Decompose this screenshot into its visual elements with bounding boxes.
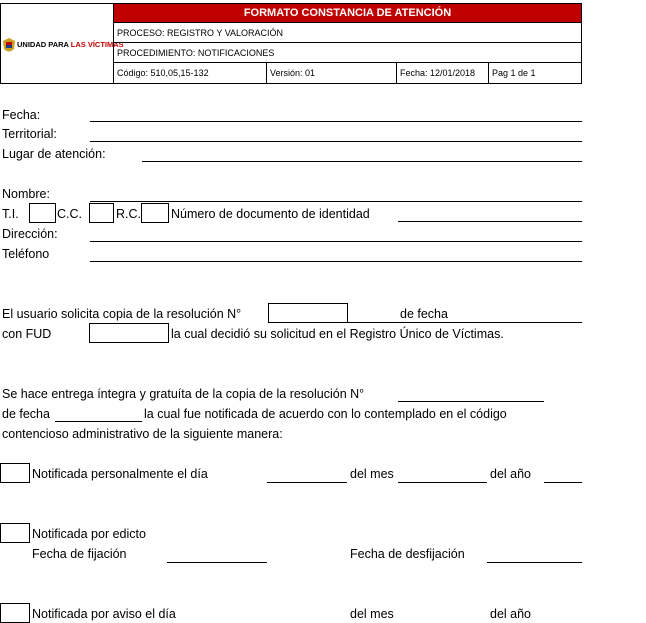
- nombre-label: Nombre:: [2, 187, 50, 201]
- ti-checkbox[interactable]: [29, 203, 56, 223]
- version-cell: Versión: 01: [267, 63, 397, 83]
- num-doc-label: Número de documento de identidad: [171, 207, 370, 221]
- territorial-label: Territorial:: [2, 127, 57, 141]
- procedimiento-row: PROCEDIMIENTO: NOTIFICACIONES: [114, 43, 581, 63]
- decidio-text: la cual decidió su solicitud en el Registro Único de Víctimas.: [171, 327, 504, 341]
- del-anio-label: del año: [490, 467, 532, 481]
- pagina-cell: Pag 1 de 1: [492, 68, 536, 78]
- personal-mes-field[interactable]: [398, 482, 487, 483]
- logo-text: UNIDAD PARA LAS VÍCTIMAS: [17, 40, 124, 49]
- coat-of-arms-icon: [3, 38, 15, 54]
- meta-row: [114, 63, 581, 83]
- direccion-field[interactable]: [90, 241, 582, 242]
- solicita-text: El usuario solicita copia de la resolución N°: [2, 307, 242, 321]
- territorial-field[interactable]: [90, 141, 582, 142]
- personal-dia-field[interactable]: [267, 482, 347, 483]
- con-fud-label: con FUD: [2, 327, 52, 341]
- fijacion-field[interactable]: [167, 562, 267, 563]
- codigo-cell: Código: 510,05,15-132: [114, 63, 267, 83]
- de-fecha-label-2: de fecha: [2, 407, 50, 421]
- form-title: FORMATO CONSTANCIA DE ATENCIÓN: [114, 4, 581, 23]
- nombre-field[interactable]: [90, 201, 582, 202]
- de-fecha-label: de fecha: [400, 307, 448, 321]
- form-header: [0, 3, 582, 84]
- logo-cell: [1, 4, 124, 83]
- del-mes-label: del mes: [350, 467, 394, 481]
- edicto-label: Notificada por edicto: [32, 527, 146, 541]
- cc-label: C.C.: [57, 207, 82, 221]
- aviso-label: Notificada por aviso el día: [32, 607, 176, 621]
- notificada-text: la cual fue notificada de acuerdo con lo contemplado en el código: [144, 407, 507, 421]
- telefono-label: Teléfono: [2, 247, 50, 261]
- desfijacion-field[interactable]: [487, 562, 582, 563]
- personal-anio-field[interactable]: [544, 482, 582, 483]
- del-mes-label-2: del mes: [350, 607, 394, 621]
- fecha-field[interactable]: [90, 121, 582, 122]
- desfijacion-label: Fecha de desfijación: [350, 547, 465, 561]
- proceso-row: PROCESO: REGISTRO Y VALORACIÓN: [114, 23, 581, 43]
- entrega-text: Se hace entrega íntegra y gratuíta de la copia de la resolución N°: [2, 387, 365, 401]
- personal-checkbox[interactable]: [0, 463, 30, 483]
- del-anio-label-2: del año: [490, 607, 532, 621]
- de-fecha-field[interactable]: [348, 322, 582, 323]
- cc-checkbox[interactable]: [89, 203, 114, 223]
- lugar-field[interactable]: [142, 161, 582, 162]
- contencioso-text: contencioso administrativo de la siguiente manera:: [2, 427, 283, 441]
- fecha-label: Fecha:: [2, 108, 41, 122]
- lugar-label: Lugar de atención:: [2, 147, 106, 161]
- fud-input[interactable]: [89, 323, 169, 343]
- rc-checkbox[interactable]: [141, 203, 169, 223]
- fijacion-label: Fecha de fijación: [32, 547, 127, 561]
- direccion-label: Dirección:: [2, 227, 58, 241]
- de-fecha-field-2[interactable]: [55, 421, 142, 422]
- rc-label: R.C.: [116, 207, 141, 221]
- fecha-cell: Fecha: 12/01/2018: [397, 63, 489, 83]
- aviso-checkbox[interactable]: [0, 603, 30, 623]
- resolucion-num-field[interactable]: [398, 401, 544, 402]
- edicto-checkbox[interactable]: [0, 523, 30, 543]
- ti-label: T.I.: [2, 207, 19, 221]
- resolucion-num-input[interactable]: [268, 303, 348, 323]
- num-doc-field[interactable]: [398, 221, 582, 222]
- personal-label: Notificada personalmente el día: [32, 467, 208, 481]
- telefono-field[interactable]: [90, 261, 582, 262]
